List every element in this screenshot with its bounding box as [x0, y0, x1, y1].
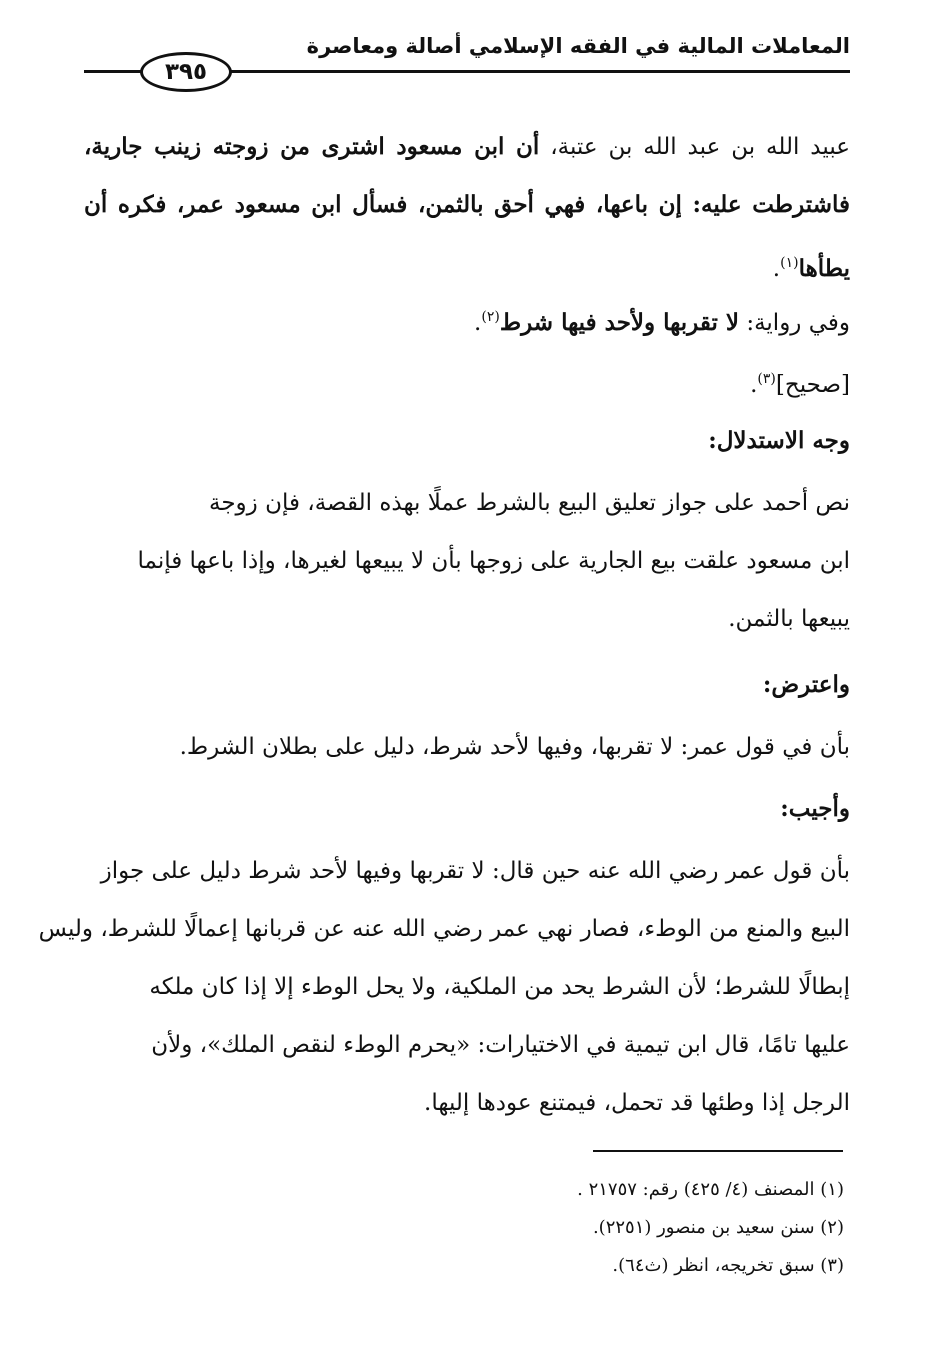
riwaya-text: لا تقربها ولأحد فيها شرط [499, 309, 740, 336]
paragraph-narration [84, 118, 850, 298]
riwaya-end: . [474, 310, 482, 336]
page-number-badge [140, 52, 232, 92]
running-header-title: المعاملات المالية في الفقه الإسلامي أصالة ومعاصرة [306, 34, 850, 58]
footnote-number: (٢) [820, 1217, 844, 1238]
footnote-ref-2: (٢) [481, 309, 500, 325]
page-number: ٣٩٥ [164, 59, 208, 85]
footnote-ref-3: (٣) [757, 371, 776, 387]
paragraph-evidence [84, 474, 850, 648]
evidence-line-1: نص أحمد على جواز تعليق البيع بالشرط عملًا بهذه القصة، فإن زوجة [209, 490, 850, 516]
footnote-ref-1: (١) [780, 255, 799, 271]
footnote-1 [84, 1175, 844, 1205]
paragraph-answer [38, 842, 850, 1132]
footnote-number: (٣) [820, 1255, 844, 1276]
answer-line-5: الرجل إذا وطئها قد تحمل، فيمتنع عودها إليها. [424, 1090, 850, 1116]
paragraph-objection: بأن في قول عمر: لا تقربها، وفيها لأحد شرط، دليل على بطلان الشرط. [179, 734, 850, 760]
narration-end: . [772, 256, 781, 282]
paragraph-riwaya [84, 288, 850, 352]
heading-objection: واعترض: [762, 671, 850, 698]
footnote-separator [593, 1150, 843, 1152]
heading-evidence: وجه الاستدلال: [708, 427, 850, 454]
footnote-number: (١) [820, 1179, 844, 1200]
answer-line-2: البيع والمنع من الوطء، فصار نهي عمر رضي الله عنه عن قربانها إعمالًا للشرط، وليس [38, 916, 850, 942]
narration-text: أن ابن مسعود اشترى من زوجته زينب جارية، فاشترطت عليه: إن باعها، فهي أحق بالثمن، فسأل ابن مسعود عمر، فكره أن يطأها [84, 133, 850, 282]
footnote-text: سنن سعيد بن منصور (٢٢٥١). [592, 1217, 815, 1238]
footnote-text: المصنف (٤/ ٤٢٥) رقم: ٢١٧٥٧ . [577, 1179, 815, 1200]
footnote-3 [84, 1251, 844, 1281]
heading-answer: وأجيب: [780, 795, 850, 822]
paragraph-grading [84, 350, 850, 414]
evidence-line-3: يبيعها بالثمن. [728, 606, 850, 632]
answer-line-4: عليها تامًا، قال ابن تيمية في الاختيارات: «يحرم الوطء لنقص الملك»، ولأن [151, 1032, 850, 1058]
narration-chain: عبيد الله بن عبد الله بن عتبة، [539, 134, 850, 160]
footnote-2 [84, 1213, 844, 1243]
riwaya-intro: وفي رواية: [739, 310, 850, 336]
evidence-line-2: ابن مسعود علقت بيع الجارية على زوجها بأن لا يبيعها لغيرها، وإذا باعها فإنما [137, 548, 850, 574]
footnote-text: سبق تخريجه، انظر (ث٦٤). [612, 1255, 815, 1276]
answer-line-1: بأن قول عمر رضي الله عنه حين قال: لا تقربها وفيها لأحد شرط دليل على جواز [100, 858, 850, 884]
grading-text: [صحيح] [775, 372, 850, 398]
answer-line-3: إبطالًا للشرط؛ لأن الشرط يحد من الملكية، ولا يحل الوطء إلا إذا كان ملكه [149, 974, 850, 1000]
grading-end: . [750, 372, 758, 398]
